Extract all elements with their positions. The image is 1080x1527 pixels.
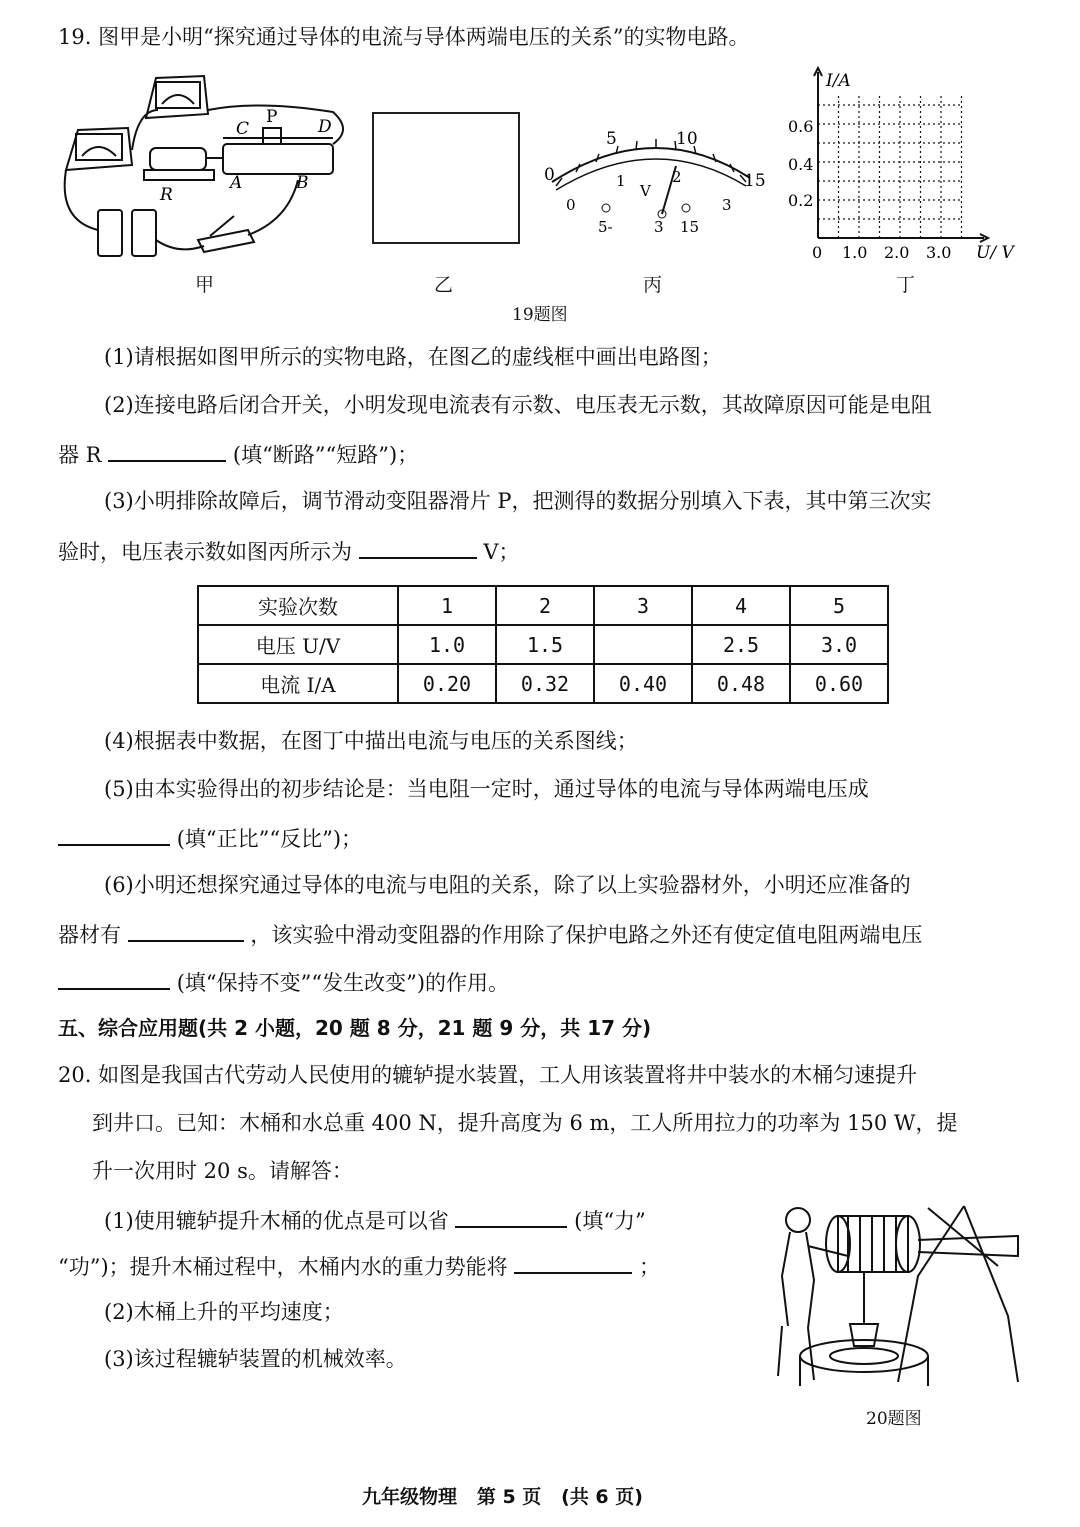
fig-label-yi: 乙 (434, 274, 454, 296)
answer-blank-potential-energy[interactable] (514, 1250, 632, 1274)
q19-part3-line2: 验时，电压表示数如图丙所示为 V； (58, 535, 520, 567)
voltmeter-dial-bing (536, 120, 776, 240)
q19-part5-line2: (填“正比”“反比”)； (58, 822, 362, 854)
q19-title: 19. 图甲是小明“探究通过导体的电流与导体两端电压的关系”的实物电路。 (58, 25, 750, 49)
table-cell: 1 (398, 586, 496, 625)
graph-ytick-04: 0.4 (788, 155, 814, 174)
table-cell: 0.48 (692, 664, 790, 703)
q20-line3: 升一次用时 20 s。请解答： (92, 1159, 353, 1183)
q20-line2: 到井口。已知：木桶和水总重 400 N，提升高度为 6 m，工人所用拉力的功率为 150 W，提 (92, 1111, 958, 1135)
table-cell: 0.32 (496, 664, 594, 703)
graph-ylabel: I/A (826, 71, 851, 91)
dial-top-15: 15 (744, 171, 766, 191)
label-c: C (236, 119, 250, 139)
q19-part3-line1: (3)小明排除故障后，调节滑动变阻器滑片 P，把测得的数据分别填入下表，其中第三次实 (104, 489, 932, 513)
q19-part6-line2: 器材有 ，该实验中滑动变阻器的作用除了保护电路之外还有使定值电阻两端电压 (58, 918, 922, 950)
q19-part4: (4)根据表中数据，在图丁中描出电流与电压的关系图线； (104, 729, 638, 753)
table-cell: 0.60 (790, 664, 888, 703)
dial-top-0: 0 (544, 165, 555, 185)
table-cell: 2.5 (692, 625, 790, 664)
answer-blank-rheostat-role[interactable] (58, 966, 170, 990)
label-b: B (296, 173, 309, 193)
fig-caption-20: 20题图 (866, 1409, 922, 1429)
graph-xtick-1: 1.0 (842, 243, 868, 262)
table-row-label: 电流 I/A (198, 664, 398, 703)
q19-part5-line1: (5)由本实验得出的初步结论是：当电阻一定时，通过导体的电流与导体两端电压成 (104, 777, 869, 801)
graph-xtick-2: 2.0 (884, 243, 910, 262)
table-cell: 2 (496, 586, 594, 625)
iu-graph-ding (784, 66, 1034, 266)
answer-blank-fault[interactable] (108, 438, 226, 462)
q20-line1: 20. 如图是我国古代劳动人民使用的辘轳提水装置，工人用该装置将井中装水的木桶匀速提升 (58, 1063, 918, 1087)
graph-xtick-0: 0 (812, 243, 823, 262)
fig-label-jia: 甲 (195, 274, 215, 296)
dial-bot-1: 1 (616, 172, 626, 190)
table-cell: 0.20 (398, 664, 496, 703)
table-cell-empty[interactable] (594, 625, 692, 664)
data-table (197, 585, 889, 704)
fig-label-ding: 丁 (896, 274, 916, 296)
table-cell: 3.0 (790, 625, 888, 664)
fig-label-bing: 丙 (643, 274, 663, 296)
table-row-label: 电压 U/V (198, 625, 398, 664)
dial-top-10: 10 (676, 129, 698, 149)
q20-part2: (2)木桶上升的平均速度； (104, 1300, 344, 1324)
graph-xtick-3: 3.0 (926, 243, 952, 262)
terminal-15: 15 (680, 218, 700, 236)
answer-blank-saves[interactable] (455, 1204, 567, 1228)
graph-ytick-02: 0.2 (788, 191, 814, 210)
blank-circuit-box-yi (372, 112, 520, 244)
table-row-voltage (198, 625, 888, 664)
q20-part1-line1: (1)使用辘轳提升木桶的优点是可以省 (填“力” (104, 1204, 646, 1236)
terminal-neg: 5- (598, 218, 613, 236)
page-footer: 九年级物理 第 5 页 (共 6 页) (362, 1486, 643, 1508)
q20-part3: (3)该过程辘轳装置的机械效率。 (104, 1347, 407, 1371)
section-heading: 五、综合应用题(共 2 小题，20 题 8 分，21 题 9 分，共 17 分) (58, 1016, 652, 1040)
answer-blank-voltage[interactable] (359, 535, 477, 559)
table-cell: 1.0 (398, 625, 496, 664)
windlass-illustration (768, 1196, 1034, 1392)
table-header: 实验次数 (198, 586, 398, 625)
dial-bot-0: 0 (566, 196, 576, 214)
answer-blank-relation[interactable] (58, 822, 170, 846)
dial-bot-2: 2 (672, 168, 682, 186)
q19-part6-line3: (填“保持不变”“发生改变”)的作用。 (58, 966, 509, 998)
q19-part1: (1)请根据如图甲所示的实物电路，在图乙的虚线框中画出电路图； (104, 345, 722, 369)
table-cell: 5 (790, 586, 888, 625)
table-cell: 0.40 (594, 664, 692, 703)
graph-ytick-06: 0.6 (788, 117, 814, 136)
graph-xlabel: U/ V (976, 243, 1014, 263)
dial-bot-3: 3 (722, 196, 732, 214)
label-a: A (230, 173, 243, 193)
q20-part1-line2: “功”)；提升木桶过程中，木桶内水的重力势能将 ； (58, 1250, 660, 1282)
answer-blank-equipment[interactable] (128, 918, 244, 942)
label-r: R (160, 185, 173, 205)
q19-part2-line2: 器 R (填“断路”“短路”)； (58, 438, 418, 470)
fig-caption-19: 19题图 (512, 305, 568, 325)
dial-unit-v: V (640, 182, 651, 200)
circuit-figure-jia (58, 70, 358, 270)
table-cell: 1.5 (496, 625, 594, 664)
label-p: P (266, 107, 278, 127)
table-cell: 3 (594, 586, 692, 625)
q19-part2-line1: (2)连接电路后闭合开关，小明发现电流表有示数、电压表无示数，其故障原因可能是电阻 (104, 393, 932, 417)
label-d: D (318, 117, 332, 137)
q19-part6-line1: (6)小明还想探究通过导体的电流与电阻的关系，除了以上实验器材外，小明还应准备的 (104, 873, 911, 897)
table-cell: 4 (692, 586, 790, 625)
terminal-3: 3 (654, 218, 664, 236)
dial-top-5: 5 (606, 129, 617, 149)
table-row-current (198, 664, 888, 703)
table-row-runs (198, 586, 888, 625)
